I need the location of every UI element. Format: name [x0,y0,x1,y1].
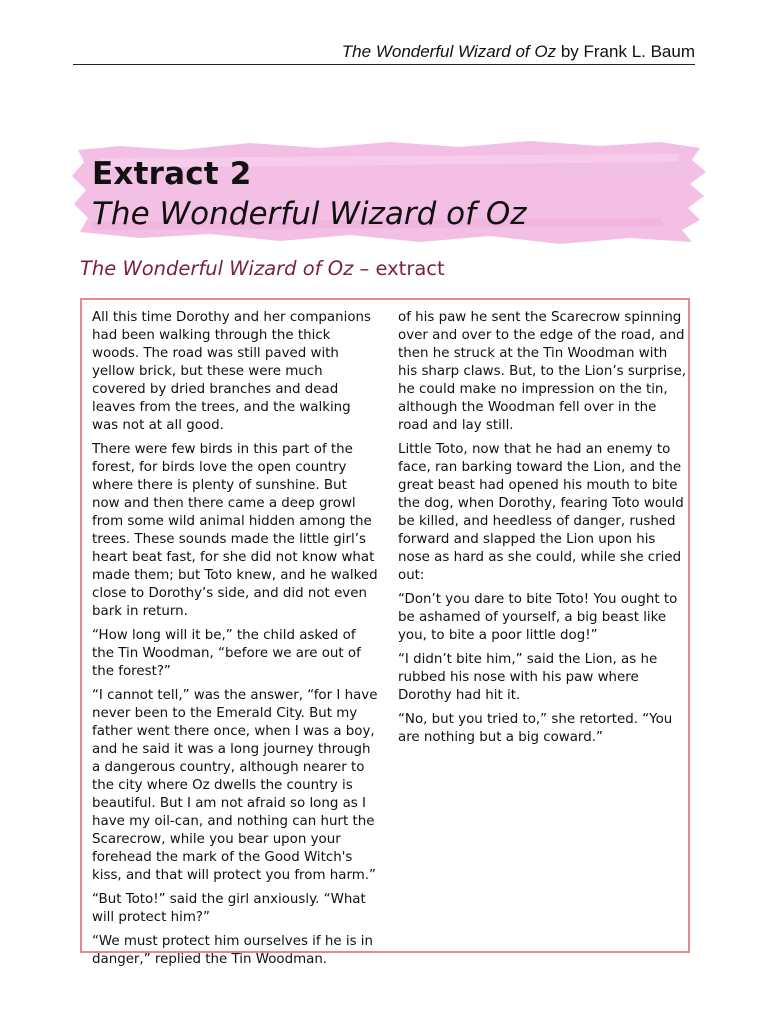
section-heading [80,257,445,280]
running-header-byline: by Frank L. Baum [556,42,695,61]
paragraph: There were few birds in this part of the forest, for birds love the open country where there is plenty of sunshine. But now and then there came a deep growl from some wild animal hidden among the trees. These sounds made the little girl’s heart beat fast, for she did not know what made them; but Toto knew, and he walked close to Dorothy’s side, and did not even bark in return. [92,442,378,619]
extract-left-column [92,309,378,975]
banner-title: The Wonderful Wizard of Oz [92,196,527,232]
extract-text-box [80,298,690,967]
running-header-book-title: The Wonderful Wizard of Oz [341,42,557,61]
extract-right-column [398,309,688,753]
section-heading-suffix: – extract [353,257,445,280]
paragraph: “I didn’t bite him,” said the Lion, as he rubbed his nose with his paw where Dorothy had hit it. [398,652,658,703]
running-header [342,42,695,62]
paragraph: “How long will it be,” the child asked of the Tin Woodman, “before we are out of the forest?” [92,628,361,679]
paragraph: “We must protect him ourselves if he is in danger,” replied the Tin Woodman. [92,934,374,967]
pink-brush-stroke-banner [60,138,710,250]
paragraph: “I cannot tell,” was the answer, “for I have never been to the Emerald City. But my father went there once, when I was a boy, and he said it was a long journey through a dangerous country, although nearer to the city where Oz dwells the country is beautiful. But I am not afraid so long as I have my oil-can, and nothing can hurt the Scarecrow, while you bear upon your forehead the mark of the Good Witch's kiss, and that will protect you from harm.” [92,688,378,883]
paragraph: of his paw he sent the Scarecrow spinning over and over to the edge of the road, and then he struck at the Tin Woodman with his sharp claws. But, to the Lion’s surprise, he could make no impression on the tin, although the Woodman fell over in the road and lay still. [398,310,686,433]
paragraph: “But Toto!” said the girl anxiously. “What will protect him?” [92,892,366,925]
paragraph: “Don’t you dare to bite Toto! You ought to be ashamed of yourself, a big beast like you, to bite a poor little dog!” [398,592,678,643]
section-heading-book-title: The Wonderful Wizard of Oz [80,257,354,280]
extract-label: Extract 2 [92,156,252,192]
paragraph: All this time Dorothy and her companions had been walking through the thick woods. The road was still paved with yellow brick, but these were much covered by dried branches and dead leaves from the trees, and the walking was not at all good. [92,310,371,433]
paragraph: Little Toto, now that he had an enemy to face, ran barking toward the Lion, and the great beast had opened his mouth to bite the dog, when Dorothy, fearing Toto would be killed, and heedless of danger, rushed forward and slapped the Lion upon his nose as hard as she could, while she cried out: [398,442,684,583]
header-rule [73,64,695,65]
paragraph: “No, but you tried to,” she retorted. “You are nothing but a big coward.” [398,712,673,745]
